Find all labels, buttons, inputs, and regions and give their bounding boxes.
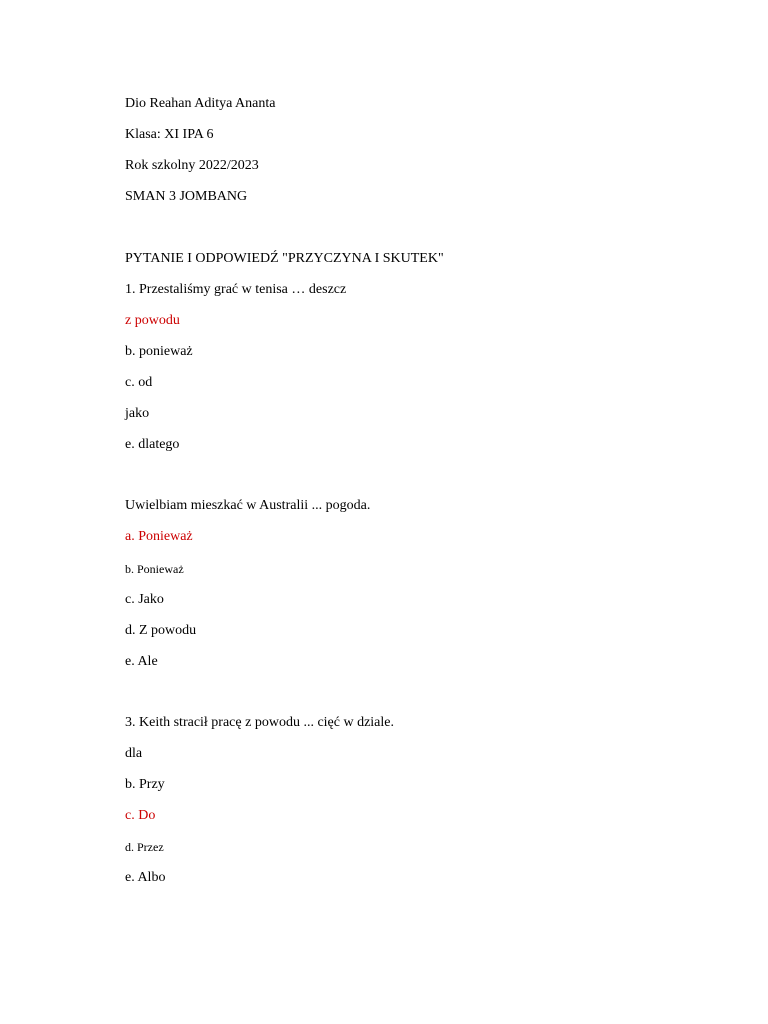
question-2-option-c: c. Jako xyxy=(125,592,164,607)
question-1-option-a: z powodu xyxy=(125,313,180,328)
question-3-option-b: b. Przy xyxy=(125,777,165,792)
question-1-prompt: 1. Przestaliśmy grać w tenisa … deszcz xyxy=(125,282,347,297)
section-title: PYTANIE I ODPOWIEDŹ "PRZYCZYNA I SKUTEK" xyxy=(125,251,444,266)
question-1-option-d: jako xyxy=(125,406,150,421)
question-3-option-c: c. Do xyxy=(125,808,156,823)
question-1-option-c: c. od xyxy=(125,375,153,390)
question-2-option-a: a. Ponieważ xyxy=(125,529,193,544)
student-class: Klasa: XI IPA 6 xyxy=(125,127,214,142)
question-3-option-d: d. Przez xyxy=(125,840,164,854)
question-2-prompt: Uwielbiam mieszkać w Australii ... pogoda. xyxy=(125,498,371,513)
question-3-option-e: e. Albo xyxy=(125,870,166,885)
student-name: Dio Reahan Aditya Ananta xyxy=(125,96,276,111)
school-name: SMAN 3 JOMBANG xyxy=(125,189,248,204)
question-2-option-d: d. Z powodu xyxy=(125,623,197,638)
school-year: Rok szkolny 2022/2023 xyxy=(125,158,259,173)
question-1-option-b: b. ponieważ xyxy=(125,344,193,359)
question-1-option-e: e. dlatego xyxy=(125,437,180,452)
question-3-prompt: 3. Keith stracił pracę z powodu ... cięć w dziale. xyxy=(125,715,395,730)
question-3-option-a: dla xyxy=(125,746,143,761)
question-2-option-e: e. Ale xyxy=(125,654,158,669)
question-2-option-b: b. Ponieważ xyxy=(125,562,184,576)
